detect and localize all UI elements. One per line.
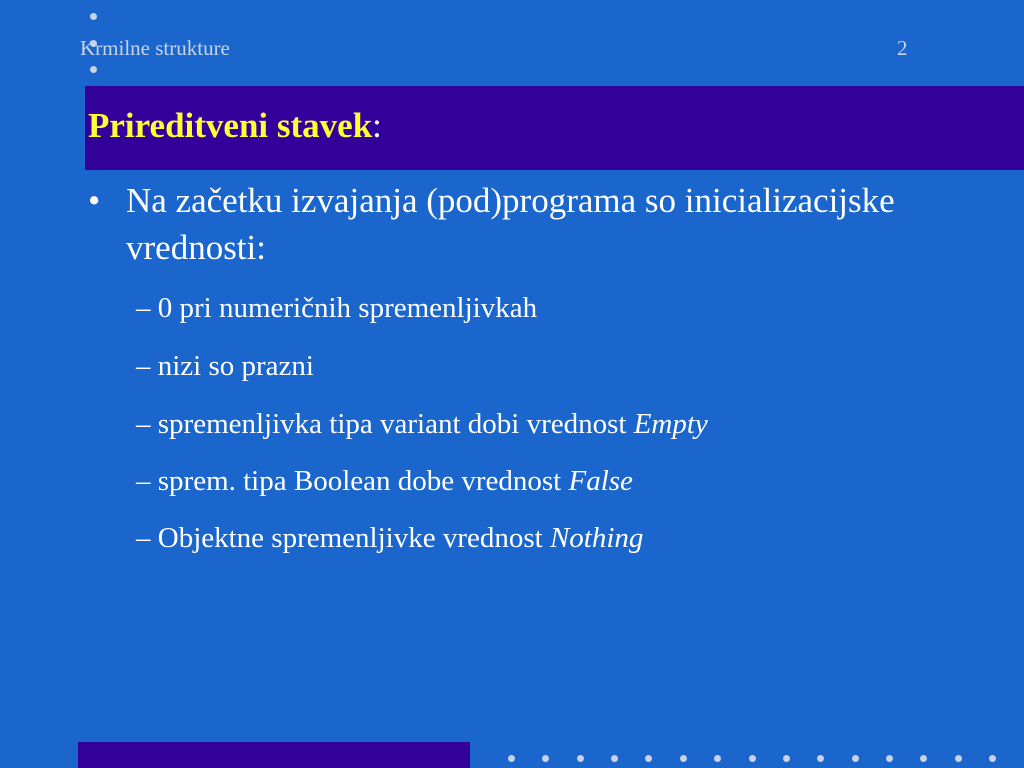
- subitem-prefix: –: [136, 522, 158, 554]
- subitem-text: sprem. tipa Boolean dobe vrednost: [157, 465, 569, 497]
- decorative-dot: [645, 755, 652, 762]
- decorative-dot: [90, 66, 97, 73]
- subitem: [136, 408, 708, 441]
- header-title: Krmilne strukture: [80, 36, 230, 60]
- subitem: [136, 465, 633, 498]
- subitem-prefix: –: [136, 350, 158, 382]
- decorative-dot: [817, 755, 824, 762]
- decorative-dot: [920, 755, 927, 762]
- subitem-text: 0 pri numeričnih spremenljivkah: [157, 292, 538, 324]
- decorative-dot: [783, 755, 790, 762]
- decorative-dot: [577, 755, 584, 762]
- subitem-prefix: –: [136, 465, 158, 497]
- decorative-dot: [852, 755, 859, 762]
- bottom-band: [78, 742, 470, 768]
- decorative-dot: [886, 755, 893, 762]
- decorative-dot: [542, 755, 549, 762]
- decorative-dot: [680, 755, 687, 762]
- decorative-dot: [508, 755, 515, 762]
- slide-title-colon: :: [372, 106, 382, 145]
- bullet-text: Na začetku izvajanja (pod)programa so inicializacijske vrednosti:: [126, 181, 895, 267]
- title-band: [85, 86, 1024, 170]
- subitem-emphasis: Empty: [633, 408, 708, 440]
- decorative-dot: [989, 755, 996, 762]
- subitem-emphasis: Nothing: [549, 522, 644, 554]
- subitem: [136, 350, 314, 383]
- decorative-dot: [955, 755, 962, 762]
- decorative-dot: [90, 13, 97, 20]
- page-number: 2: [897, 36, 908, 60]
- subitem-text: spremenljivka tipa variant dobi vrednost: [157, 408, 634, 440]
- subitem-text: Objektne spremenljivke vrednost: [157, 522, 550, 554]
- slide-title-text: Prireditveni stavek: [88, 106, 373, 145]
- subitem-prefix: –: [136, 408, 158, 440]
- subitem-text: nizi so prazni: [157, 350, 314, 382]
- slide-title: [88, 106, 382, 146]
- decorative-dot: [714, 755, 721, 762]
- subitem-emphasis: False: [568, 465, 633, 497]
- subitem-prefix: –: [136, 292, 158, 324]
- decorative-dot: [611, 755, 618, 762]
- subitem: [136, 522, 643, 555]
- decorative-dot: [749, 755, 756, 762]
- bullet-mark: •: [88, 181, 101, 220]
- subitem: [136, 292, 537, 325]
